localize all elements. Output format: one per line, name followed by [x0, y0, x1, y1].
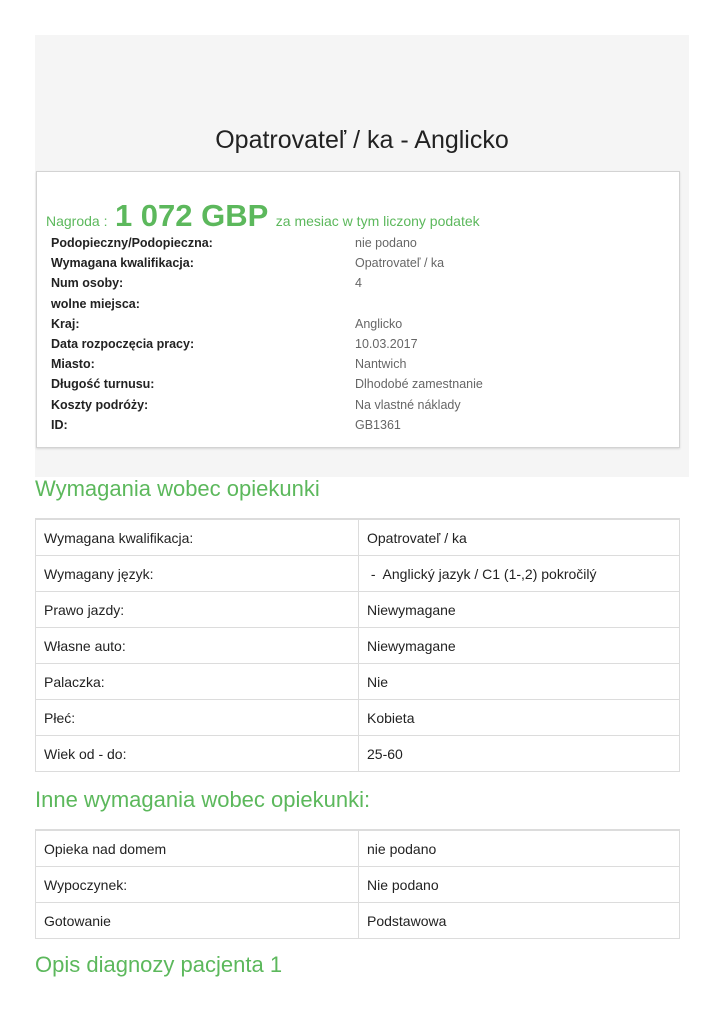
detail-value: Dlhodobé zamestnanie — [355, 377, 483, 392]
table-row — [36, 867, 680, 903]
detail-row — [51, 253, 671, 273]
requirement-label: Prawo jazdy: — [36, 592, 359, 628]
table-row — [36, 903, 680, 939]
requirement-label: Opieka nad domem — [36, 830, 359, 867]
detail-value: Anglicko — [355, 316, 403, 331]
requirement-value: - Anglický jazyk / C1 (1-,2) pokročilý — [359, 556, 680, 592]
reward-amount: 1 072 GBP — [114, 198, 269, 233]
detail-row — [51, 354, 671, 374]
requirement-value: Podstawowa — [359, 903, 680, 939]
table-row — [36, 628, 680, 664]
other-requirements-heading: Inne wymagania wobec opiekunki: — [35, 787, 371, 812]
reward-label: Nagroda : — [46, 213, 108, 229]
table-row — [36, 556, 680, 592]
requirement-label: Palaczka: — [36, 664, 359, 700]
detail-label: Miasto: — [51, 357, 95, 372]
detail-label: Num osoby: — [51, 276, 124, 291]
requirement-value: Kobieta — [359, 700, 680, 736]
requirement-label: Wymagany język: — [36, 556, 359, 592]
requirement-value: nie podano — [359, 830, 680, 867]
requirement-value: Niewymagane — [359, 628, 680, 664]
table-row — [36, 664, 680, 700]
detail-label: Długość turnusu: — [51, 377, 155, 392]
detail-row — [51, 273, 671, 293]
detail-label: wolne miejsca: — [51, 296, 140, 311]
job-title: Opatrovateľ / ka - Anglicko — [215, 126, 509, 154]
detail-value: Nantwich — [355, 357, 407, 372]
reward-line — [46, 198, 480, 234]
requirement-label: Wypoczynek: — [36, 867, 359, 903]
table-row — [36, 830, 680, 867]
detail-value: 10.03.2017 — [355, 337, 418, 352]
table-row — [36, 519, 680, 556]
detail-value: GB1361 — [355, 417, 401, 432]
table-row — [36, 736, 680, 772]
diagnosis-heading: Opis diagnozy pacjenta 1 — [35, 952, 283, 977]
table-row — [36, 700, 680, 736]
requirement-label: Własne auto: — [36, 628, 359, 664]
requirement-value: Niewymagane — [359, 592, 680, 628]
requirement-value: Nie — [359, 664, 680, 700]
detail-label: Koszty podróży: — [51, 397, 149, 412]
detail-row — [51, 415, 671, 435]
detail-row — [51, 233, 671, 253]
job-summary-card — [36, 171, 680, 448]
job-details-list — [51, 233, 671, 435]
table-row — [36, 592, 680, 628]
detail-row — [51, 334, 671, 354]
requirement-value: Nie podano — [359, 867, 680, 903]
detail-label: Wymagana kwalifikacja: — [51, 256, 194, 271]
detail-value: 4 — [355, 276, 362, 291]
requirements-table — [35, 518, 680, 772]
detail-label: Podopieczny/Podopieczna: — [51, 236, 213, 251]
detail-label: Data rozpoczęcia pracy: — [51, 337, 195, 352]
requirement-value: 25-60 — [359, 736, 680, 772]
detail-row — [51, 314, 671, 334]
reward-note: za mesiac w tym liczony podatek — [275, 213, 480, 229]
requirements-heading: Wymagania wobec opiekunki — [35, 476, 320, 501]
requirement-value: Opatrovateľ / ka — [359, 519, 680, 556]
requirement-label: Wiek od - do: — [36, 736, 359, 772]
detail-value: Opatrovateľ / ka — [355, 256, 445, 271]
detail-row — [51, 294, 671, 314]
other-requirements-table — [35, 829, 680, 939]
detail-value: nie podano — [355, 236, 417, 251]
detail-label: ID: — [51, 417, 68, 432]
requirement-label: Gotowanie — [36, 903, 359, 939]
detail-row — [51, 395, 671, 415]
requirement-label: Wymagana kwalifikacja: — [36, 519, 359, 556]
detail-label: Kraj: — [51, 316, 80, 331]
detail-row — [51, 374, 671, 394]
requirement-label: Płeć: — [36, 700, 359, 736]
detail-value: Na vlastné náklady — [355, 397, 461, 412]
